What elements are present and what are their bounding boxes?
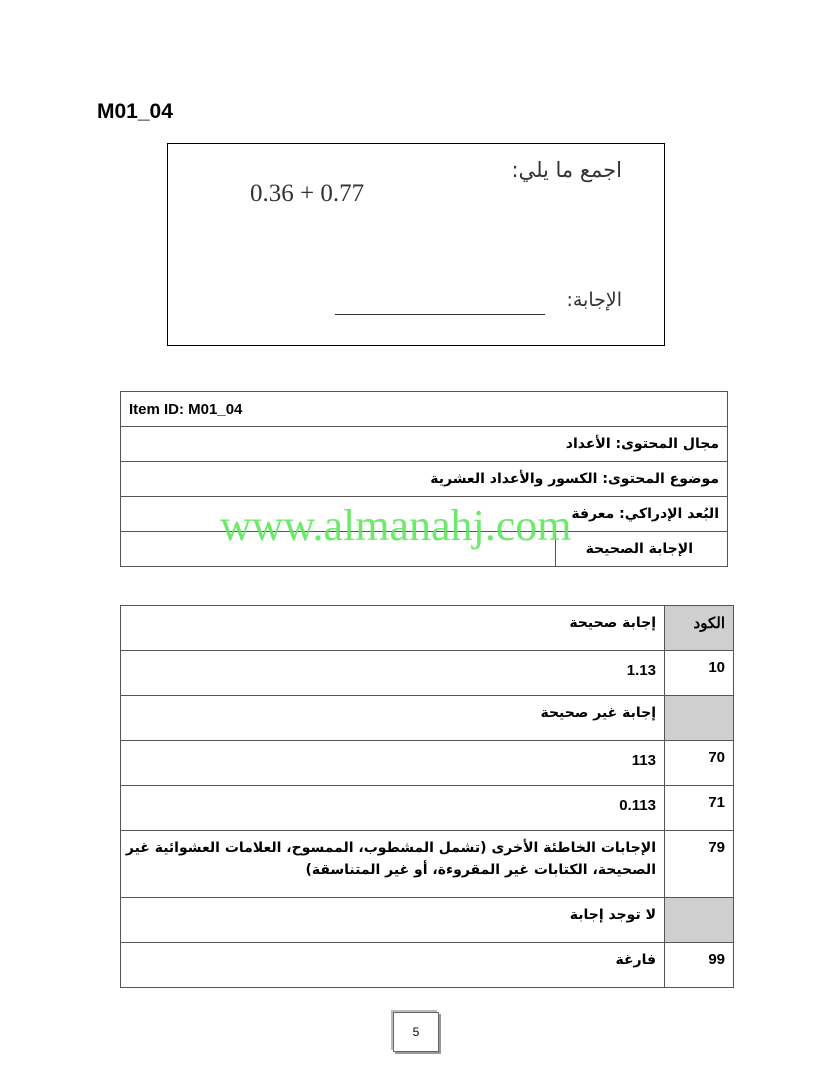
table-row [121, 898, 734, 943]
row-code [665, 696, 734, 741]
row-desc: الإجابات الخاطئة الأخرى (تشمل المشطوب، الممسوح، العلامات العشوائية غير الصحيحة، الكتابات غير المقروءة، أو غير المتناسقة) [121, 831, 665, 898]
item-id: Item ID: M01_04 [121, 392, 728, 427]
page-number: 5 [393, 1012, 439, 1052]
table-row [121, 831, 734, 898]
question-box [167, 143, 665, 346]
question-expression: 0.36 + 0.77 [250, 180, 365, 207]
correct-answer-label: الإجابة الصحيحة [556, 532, 728, 567]
row-code: 70 [665, 741, 734, 786]
table-row [121, 651, 734, 696]
row-code: 99 [665, 943, 734, 988]
row-desc: 113 [121, 741, 665, 786]
row-code: 71 [665, 786, 734, 831]
cognitive-domain: البُعد الإدراكي: معرفة [121, 497, 728, 532]
content-domain: مجال المحتوى: الأعداد [121, 427, 728, 462]
row-desc: إجابة غير صحيحة [121, 696, 665, 741]
content-topic: موضوع المحتوى: الكسور والأعداد العشرية [121, 462, 728, 497]
table-row [121, 741, 734, 786]
header-correct: إجابة صحيحة [121, 606, 665, 651]
watermark: www.almanahj.com [220, 501, 572, 550]
row-code: 10 [665, 651, 734, 696]
row-desc: لا توجد إجابة [121, 898, 665, 943]
row-desc: 0.113 [121, 786, 665, 831]
row-code: 79 [665, 831, 734, 898]
question-prompt: اجمع ما يلي: [511, 158, 622, 182]
table-row [121, 786, 734, 831]
row-code [665, 898, 734, 943]
row-desc: 1.13 [121, 651, 665, 696]
table-row [121, 696, 734, 741]
answer-label: الإجابة: [566, 289, 622, 311]
row-desc: فارغة [121, 943, 665, 988]
item-title: M01_04 [97, 100, 173, 123]
header-code: الكود [665, 606, 734, 651]
table-row [121, 943, 734, 988]
answer-line [335, 314, 545, 315]
scoring-code-table [120, 605, 734, 988]
